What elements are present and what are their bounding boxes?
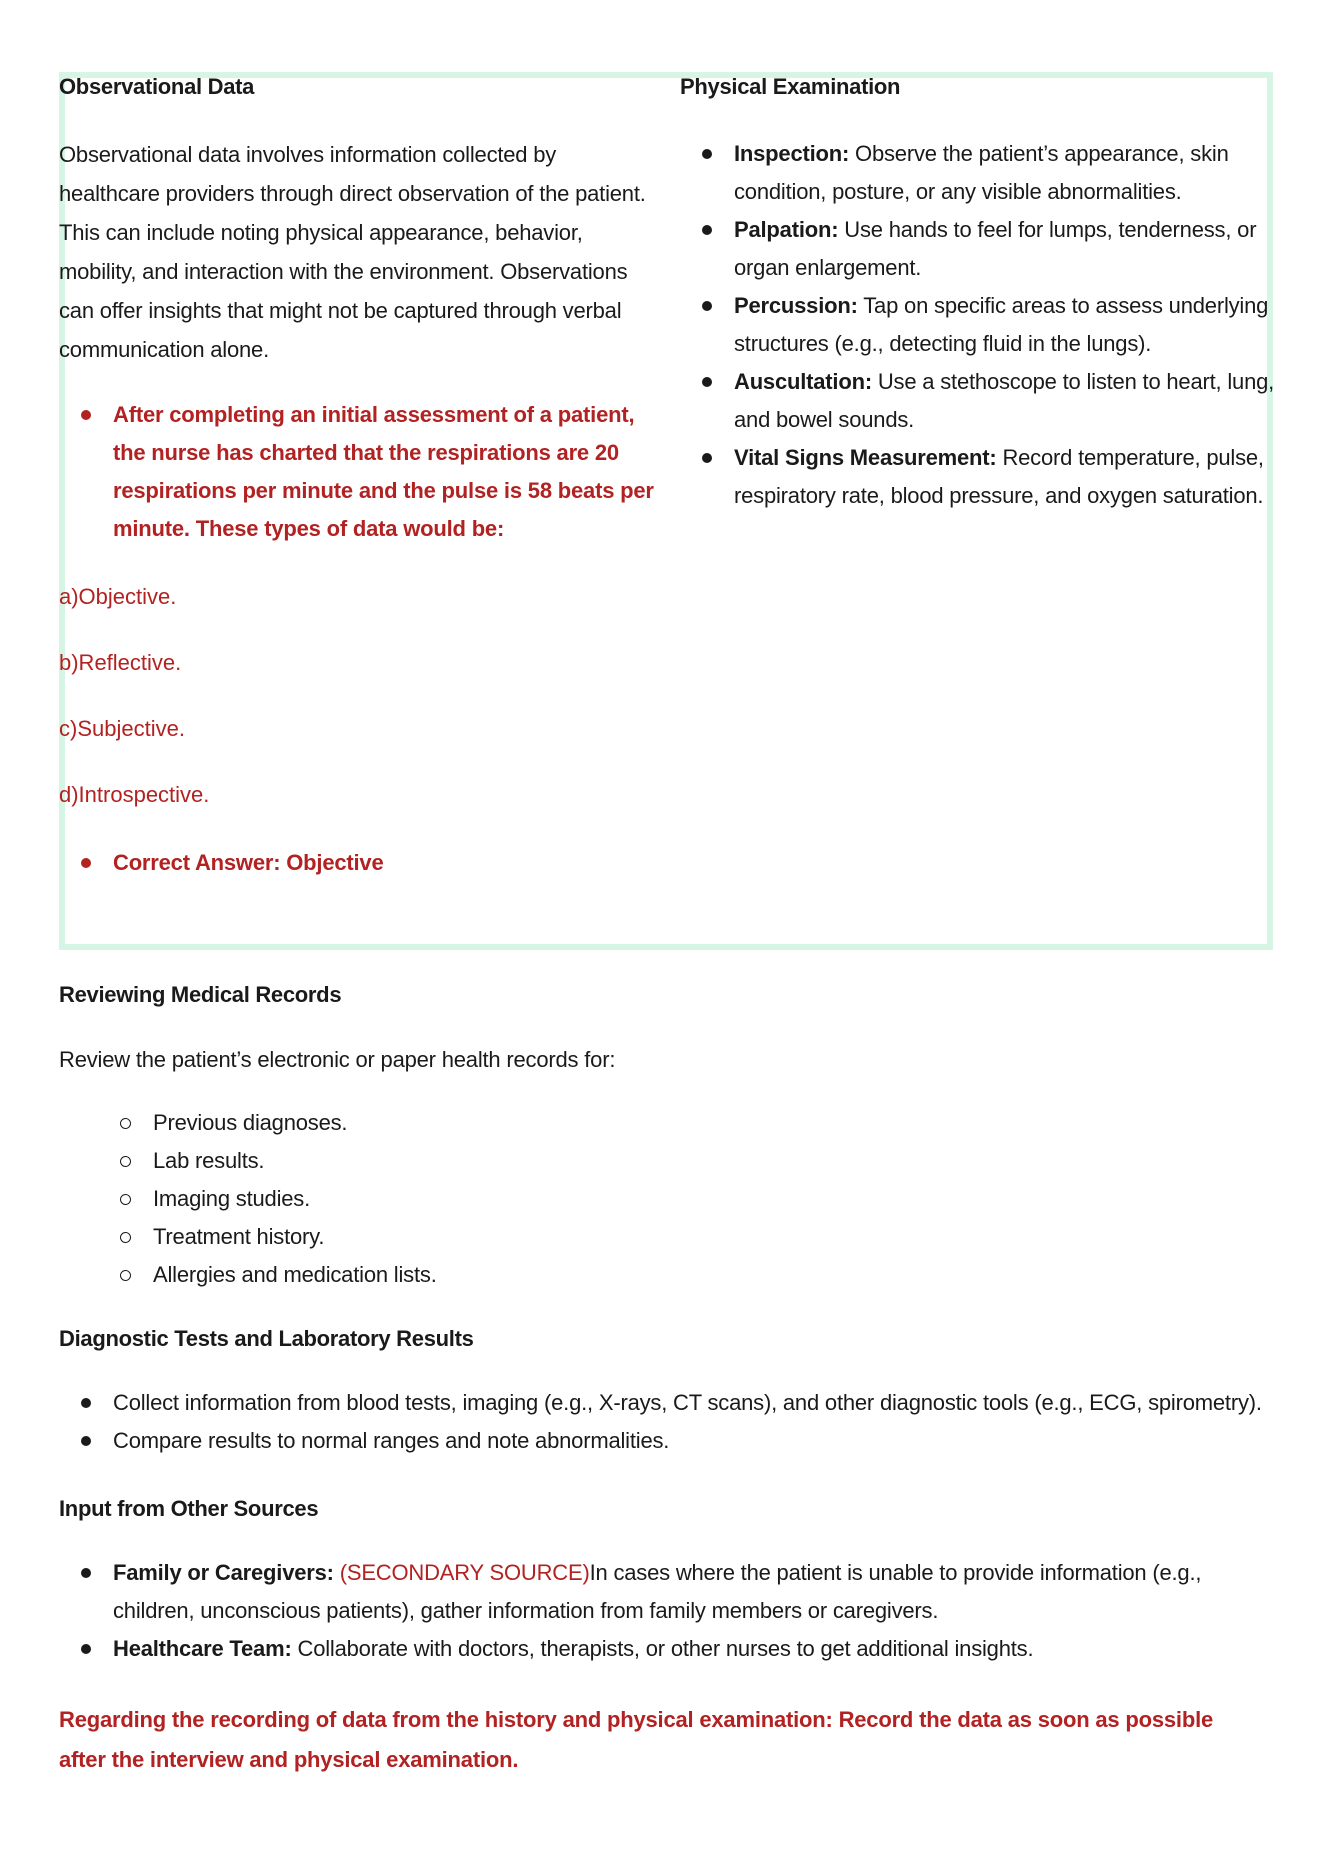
option-c: c)Subjective. <box>59 716 185 741</box>
recording-note: Regarding the recording of data from the history and physical examination: Record the data as soon as possible after the interview and physical examination. <box>59 1707 1214 1772</box>
correct-answer: Correct Answer: Objective <box>59 844 659 882</box>
exam-term: Auscultation: <box>734 369 872 394</box>
records-item: Previous diagnoses. <box>59 1104 1279 1142</box>
family-item <box>59 1554 1284 1630</box>
records-item: Treatment history. <box>59 1218 1279 1256</box>
team-item <box>59 1630 1284 1668</box>
records-heading: Reviewing Medical Records <box>59 982 342 1007</box>
team-term: Healthcare Team: <box>113 1636 292 1661</box>
family-text: In cases where the patient is unable to provide information (e.g., children, unconscious patients), gather information from family members or caregivers. <box>113 1560 1202 1623</box>
records-item: Lab results. <box>59 1142 1279 1180</box>
diagnostics-list <box>59 1384 1284 1460</box>
exam-text: Tap on specific areas to assess underlying structures (e.g., detecting fluid in the lungs). <box>734 293 1269 356</box>
exam-text: Use a stethoscope to listen to heart, lung, and bowel sounds. <box>734 369 1275 432</box>
secondary-source-tag: (SECONDARY SOURCE) <box>339 1560 590 1585</box>
exam-item <box>680 211 1280 287</box>
physical-exam-section <box>680 72 1280 515</box>
other-sources-heading: Input from Other Sources <box>59 1496 319 1521</box>
exam-term: Inspection: <box>734 141 850 166</box>
question-text: After completing an initial assessment of a patient, the nurse has charted that the respirations are 20 respirations per minute and the pulse is 58 beats per minute. These types of data would be: <box>59 396 659 548</box>
records-item: Imaging studies. <box>59 1180 1279 1218</box>
diagnostics-item: Compare results to normal ranges and note abnormalities. <box>59 1422 1284 1460</box>
exam-item <box>680 135 1280 211</box>
question-list <box>59 396 659 548</box>
observational-section <box>59 72 659 882</box>
option-b: b)Reflective. <box>59 650 182 675</box>
diagnostics-item: Collect information from blood tests, imaging (e.g., X-rays, CT scans), and other diagnostic tools (e.g., ECG, spirometry). <box>59 1384 1284 1422</box>
records-item: Allergies and medication lists. <box>59 1256 1279 1294</box>
observational-heading: Observational Data <box>59 74 255 99</box>
diagnostics-heading: Diagnostic Tests and Laboratory Results <box>59 1326 474 1351</box>
exam-text: Record temperature, pulse, respiratory rate, blood pressure, and oxygen saturation. <box>734 445 1264 508</box>
exam-text: Use hands to feel for lumps, tenderness, or organ enlargement. <box>734 217 1257 280</box>
records-intro: Review the patient’s electronic or paper health records for: <box>59 1047 616 1072</box>
exam-term: Palpation: <box>734 217 839 242</box>
answer-list <box>59 844 659 882</box>
exam-text: Observe the patient’s appearance, skin condition, posture, or any visible abnormalities. <box>734 141 1229 204</box>
other-sources-list <box>59 1554 1284 1668</box>
options-list <box>59 582 659 810</box>
exam-item <box>680 363 1280 439</box>
family-term: Family or Caregivers: <box>113 1560 334 1585</box>
records-list <box>59 1104 1279 1294</box>
observational-paragraph: Observational data involves information collected by healthcare providers through direct observation of the patient. This can include noting physical appearance, behavior, mobility, and interaction with the environment. Observations can offer insights that might not be captured through verbal communication alone. <box>59 142 646 362</box>
exam-term: Percussion: <box>734 293 858 318</box>
physical-exam-list <box>680 135 1280 515</box>
team-text: Collaborate with doctors, therapists, or other nurses to get additional insights. <box>291 1636 1034 1661</box>
exam-item <box>680 287 1280 363</box>
option-d: d)Introspective. <box>59 782 210 807</box>
exam-term: Vital Signs Measurement: <box>734 445 997 470</box>
exam-item <box>680 439 1280 515</box>
physical-exam-heading: Physical Examination <box>680 74 901 99</box>
option-a: a)Objective. <box>59 584 177 609</box>
